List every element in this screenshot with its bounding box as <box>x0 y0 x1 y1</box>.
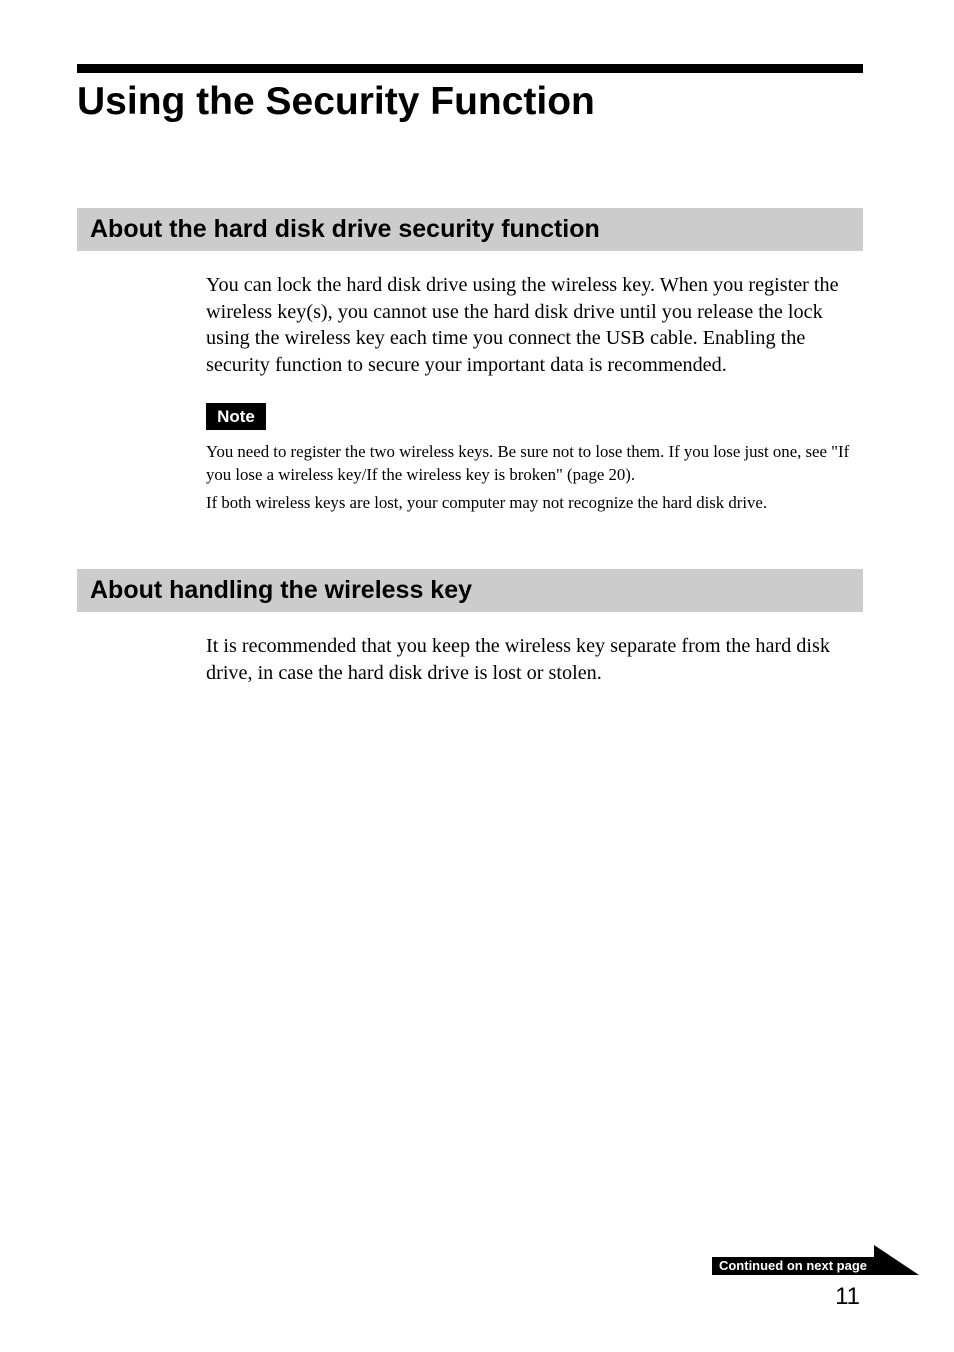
wireless-key-paragraph: It is recommended that you keep the wireless key separate from the hard disk drive, in case the hard disk drive is lost or stolen. <box>206 635 830 684</box>
page-title: Using the Security Function <box>77 80 595 123</box>
section-heading-bar <box>77 208 863 251</box>
section-heading-wireless-key: About handling the wireless key <box>90 576 473 604</box>
note-item: You need to register the two wireless keys. Be sure not to lose them. If you lose just one, see "If you lose a wireless key/If the wireless key is broken" (page 20). <box>206 442 850 484</box>
continued-label: Continued on next page <box>718 1258 868 1273</box>
page-number: 11 <box>835 1283 860 1310</box>
section-heading-bar <box>77 569 863 612</box>
note-item: If both wireless keys are lost, your computer may not recognize the hard disk drive. <box>206 493 768 512</box>
security-function-paragraph: You can lock the hard disk drive using the wireless key. When you register the wireless key(s), you cannot use the hard disk drive until you release the lock using the wireless key each time you connect the USB cable. Enabling the security function to secure your important data is recommended. <box>206 274 839 376</box>
section-heading-security-function: About the hard disk drive security function <box>90 215 600 243</box>
continued-on-next-page-banner <box>712 1245 919 1276</box>
note-label: Note <box>206 403 266 430</box>
title-rule <box>77 64 863 73</box>
